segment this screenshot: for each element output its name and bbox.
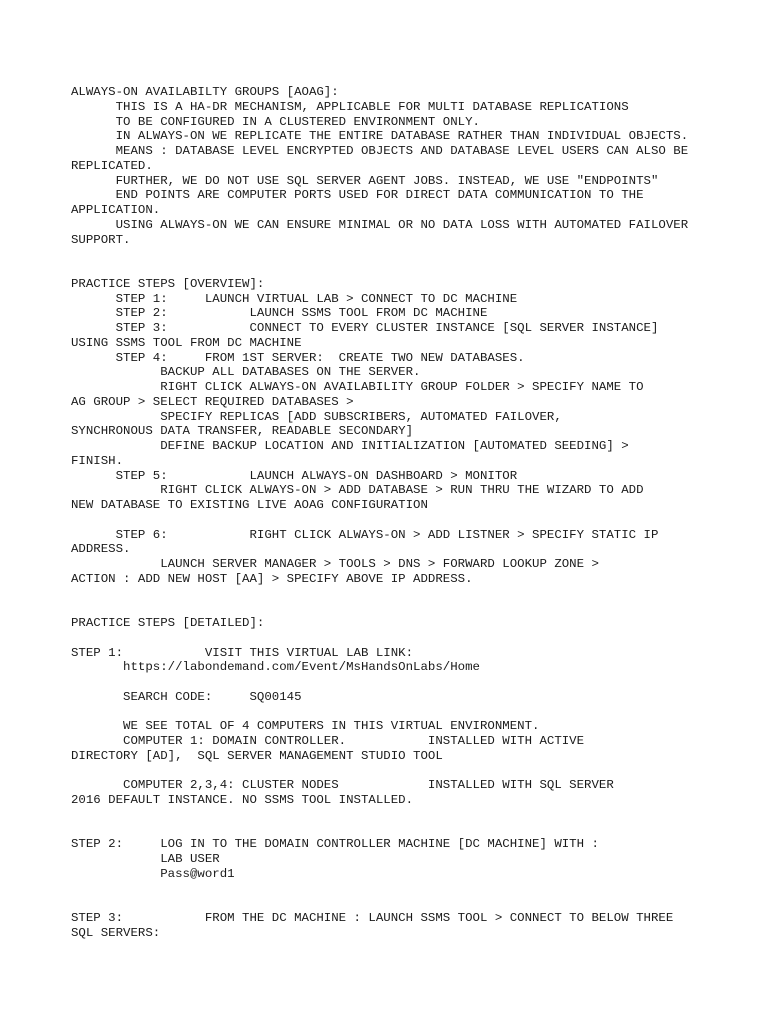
document-body [71, 85, 701, 941]
text-line: STEP 3: CONNECT TO EVERY CLUSTER INSTANCE [SQL SERVER INSTANCE] [71, 321, 659, 335]
text-line: ALWAYS-ON AVAILABILTY GROUPS [AOAG]: [71, 85, 339, 99]
text-line: STEP 4: FROM 1ST SERVER: CREATE TWO NEW DATABASES. [71, 350, 525, 365]
text-line [71, 631, 701, 646]
text-line [71, 247, 701, 262]
text-line: STEP 3: FROM THE DC MACHINE : LAUNCH SSMS TOOL > CONNECT TO BELOW THREE [71, 911, 674, 925]
text-line: APPLICATION. [71, 203, 161, 217]
text-line: 2016 DEFAULT INSTANCE. NO SSMS TOOL INSTALLED. [71, 793, 414, 807]
text-line: ADDRESS. [71, 542, 131, 557]
text-line: DIRECTORY [AD], SQL SERVER MANAGEMENT STUDIO TOOL [71, 748, 443, 763]
text-line [71, 262, 701, 277]
text-line: DEFINE BACKUP LOCATION AND INITIALIZATION [AUTOMATED SEEDING] > [71, 439, 629, 453]
text-line: SQL SERVERS: [71, 925, 161, 940]
text-line: NEW DATABASE TO EXISTING LIVE AOAG CONFIGURATION [71, 498, 428, 512]
text-line: FINISH. [71, 453, 124, 468]
text-line [71, 764, 701, 779]
text-line: RIGHT CLICK ALWAYS-ON > ADD DATABASE > RUN THRU THE WIZARD TO ADD [71, 483, 644, 498]
text-line: PRACTICE STEPS [OVERVIEW]: [71, 276, 265, 291]
text-line: ACTION : ADD NEW HOST [AA] > SPECIFY ABOVE IP ADDRESS. [71, 571, 473, 586]
text-line: STEP 1: LAUNCH VIRTUAL LAB > CONNECT TO DC MACHINE [71, 291, 518, 306]
text-line: MEANS : DATABASE LEVEL ENCRYPTED OBJECTS AND DATABASE LEVEL USERS CAN ALSO BE [71, 144, 689, 158]
text-line: STEP 2: LAUNCH SSMS TOOL FROM DC MACHINE [71, 306, 488, 321]
text-line [71, 808, 701, 823]
text-line: COMPUTER 2,3,4: CLUSTER NODES INSTALLED WITH SQL SERVER [71, 778, 614, 793]
text-line: SPECIFY REPLICAS [ADD SUBSCRIBERS, AUTOMATED FAILOVER, [71, 409, 562, 424]
text-line: USING SSMS TOOL FROM DC MACHINE [71, 335, 302, 350]
text-line [71, 587, 701, 602]
text-line: Pass@word1 [71, 866, 235, 881]
text-line [71, 896, 701, 911]
text-line: BACKUP ALL DATABASES ON THE SERVER. [71, 365, 421, 380]
text-line [71, 675, 701, 690]
text-line: STEP 2: LOG IN TO THE DOMAIN CONTROLLER MACHINE [DC MACHINE] WITH : [71, 837, 599, 852]
text-line: IN ALWAYS-ON WE REPLICATE THE ENTIRE DATABASE RATHER THAN INDIVIDUAL OBJECTS. [71, 129, 689, 144]
text-line: FURTHER, WE DO NOT USE SQL SERVER AGENT JOBS. INSTEAD, WE USE "ENDPOINTS" [71, 173, 659, 188]
text-line: AG GROUP > SELECT REQUIRED DATABASES > [71, 394, 354, 409]
text-line [71, 705, 701, 720]
text-line [71, 601, 701, 616]
text-line: TO BE CONFIGURED IN A CLUSTERED ENVIRONMENT ONLY. [71, 114, 480, 129]
text-line: RIGHT CLICK ALWAYS-ON AVAILABILITY GROUP FOLDER > SPECIFY NAME TO [71, 380, 644, 394]
text-line [71, 882, 701, 897]
text-line: USING ALWAYS-ON WE CAN ENSURE MINIMAL OR NO DATA LOSS WITH AUTOMATED FAILOVER [71, 217, 689, 232]
text-line: LAUNCH SERVER MANAGER > TOOLS > DNS > FORWARD LOOKUP ZONE > [71, 557, 599, 571]
text-line: THIS IS A HA-DR MECHANISM, APPLICABLE FOR MULTI DATABASE REPLICATIONS [71, 99, 629, 114]
text-line: REPLICATED. [71, 158, 153, 173]
text-line: END POINTS ARE COMPUTER PORTS USED FOR DIRECT DATA COMMUNICATION TO THE [71, 188, 644, 203]
text-line: STEP 5: LAUNCH ALWAYS-ON DASHBOARD > MONITOR [71, 468, 518, 483]
text-line: SEARCH CODE: SQ00145 [71, 689, 302, 704]
text-line: STEP 6: RIGHT CLICK ALWAYS-ON > ADD LISTNER > SPECIFY STATIC IP [71, 527, 659, 542]
text-line: STEP 1: VISIT THIS VIRTUAL LAB LINK: [71, 645, 414, 660]
text-line: WE SEE TOTAL OF 4 COMPUTERS IN THIS VIRTUAL ENVIRONMENT. [71, 719, 540, 734]
text-line [71, 823, 701, 838]
text-line [71, 513, 701, 528]
text-line: COMPUTER 1: DOMAIN CONTROLLER. INSTALLED WITH ACTIVE [71, 734, 585, 748]
text-line: LAB USER [71, 852, 220, 866]
text-line: https://labondemand.com/Event/MsHandsOnLabs/Home [71, 660, 480, 675]
text-line: SUPPORT. [71, 232, 131, 247]
text-line: PRACTICE STEPS [DETAILED]: [71, 616, 265, 630]
text-line: SYNCHRONOUS DATA TRANSFER, READABLE SECONDARY] [71, 424, 414, 439]
